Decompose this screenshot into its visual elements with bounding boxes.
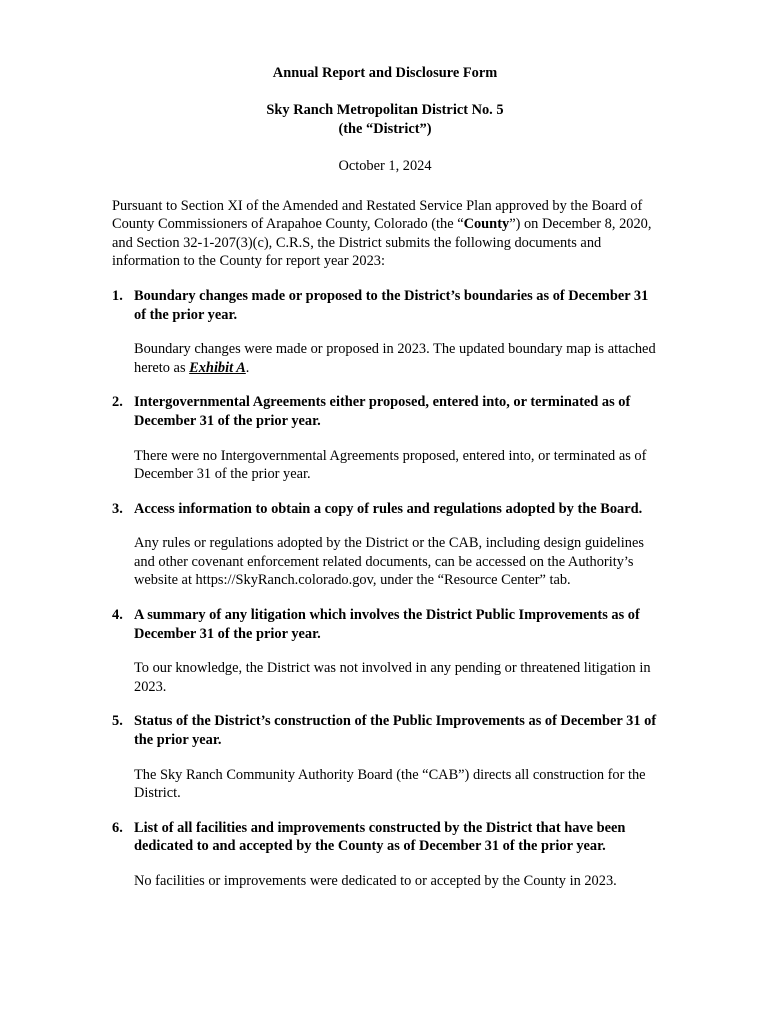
section-heading-text: Access information to obtain a copy of rules and regulations adopted by the Board. <box>134 500 643 517</box>
section-heading-text: A summary of any litigation which involves the District Public Improvements as of December 31 of the prior year. <box>134 607 640 642</box>
section-number: 2. <box>112 394 123 411</box>
section-number: 5. <box>112 713 123 730</box>
section-heading-text: Status of the District’s construction of the Public Improvements as of December 31 of the prior year. <box>134 713 657 749</box>
section-body <box>134 340 658 377</box>
section-heading-text: List of all facilities and improvements constructed by the District that have been dedicated to and accepted by the County as of December 31 of the prior year. <box>134 819 626 855</box>
section-3 <box>112 500 658 590</box>
exhibit-a-link[interactable]: Exhibit A <box>189 359 246 376</box>
section-number: 3. <box>112 500 123 517</box>
section-body-end: . <box>245 359 250 376</box>
section-heading <box>112 606 658 643</box>
section-6 <box>112 819 658 891</box>
section-heading <box>112 287 658 324</box>
district-alias: (the “District”) <box>338 120 432 137</box>
section-body: To our knowledge, the District was not involved in any pending or threatened litigation in 2023. <box>134 660 651 695</box>
section-number: 1. <box>112 287 123 304</box>
section-5 <box>112 712 658 802</box>
section-4 <box>112 606 658 696</box>
section-1 <box>112 287 658 377</box>
section-body: There were no Intergovernmental Agreements proposed, entered into, or terminated as of December 31 of the prior year. <box>134 447 647 483</box>
section-heading <box>112 500 658 519</box>
intro-part-1: Pursuant to Section XI of the Amended and Restated Service Plan approved by the Board of County Commissioners of Arapahoe County, Colorado (the “ <box>112 197 643 233</box>
section-body: Any rules or regulations adopted by the District or the CAB, including design guidelines and other covenant enforcement related documents, can be accessed on the Authority’s website at https://SkyRanch.colorado.gov, under the “Resource Center” tab. <box>134 535 644 589</box>
section-body-text: Boundary changes were made or proposed in 2023. The updated boundary map is attached hereto as <box>134 341 656 376</box>
section-number: 4. <box>112 607 123 624</box>
section-heading <box>112 819 658 856</box>
intro-paragraph <box>112 197 658 271</box>
section-heading <box>112 393 658 430</box>
section-2 <box>112 393 658 483</box>
form-title: Annual Report and Disclosure Form <box>272 65 498 81</box>
section-body: No facilities or improvements were dedicated to or accepted by the County in 2023. <box>134 873 617 889</box>
section-heading <box>112 712 658 749</box>
district-name: Sky Ranch Metropolitan District No. 5 <box>266 102 504 119</box>
intro-part-2: ”) on December 8, 2020, and Section 32-1-207(3)(c), C.R.S, the District submits the following documents and information to the County for report year 2023: <box>112 216 652 270</box>
section-body: The Sky Ranch Community Authority Board (the “CAB”) directs all construction for the District. <box>134 766 646 802</box>
intro-county-term: County <box>463 216 510 233</box>
section-heading-text: Intergovernmental Agreements either proposed, entered into, or terminated as of December 31 of the prior year. <box>134 394 631 429</box>
section-number: 6. <box>112 819 123 836</box>
section-heading-text: Boundary changes made or proposed to the District’s boundaries as of December 31 of the prior year. <box>134 287 649 323</box>
report-date: October 1, 2024 <box>338 157 432 174</box>
